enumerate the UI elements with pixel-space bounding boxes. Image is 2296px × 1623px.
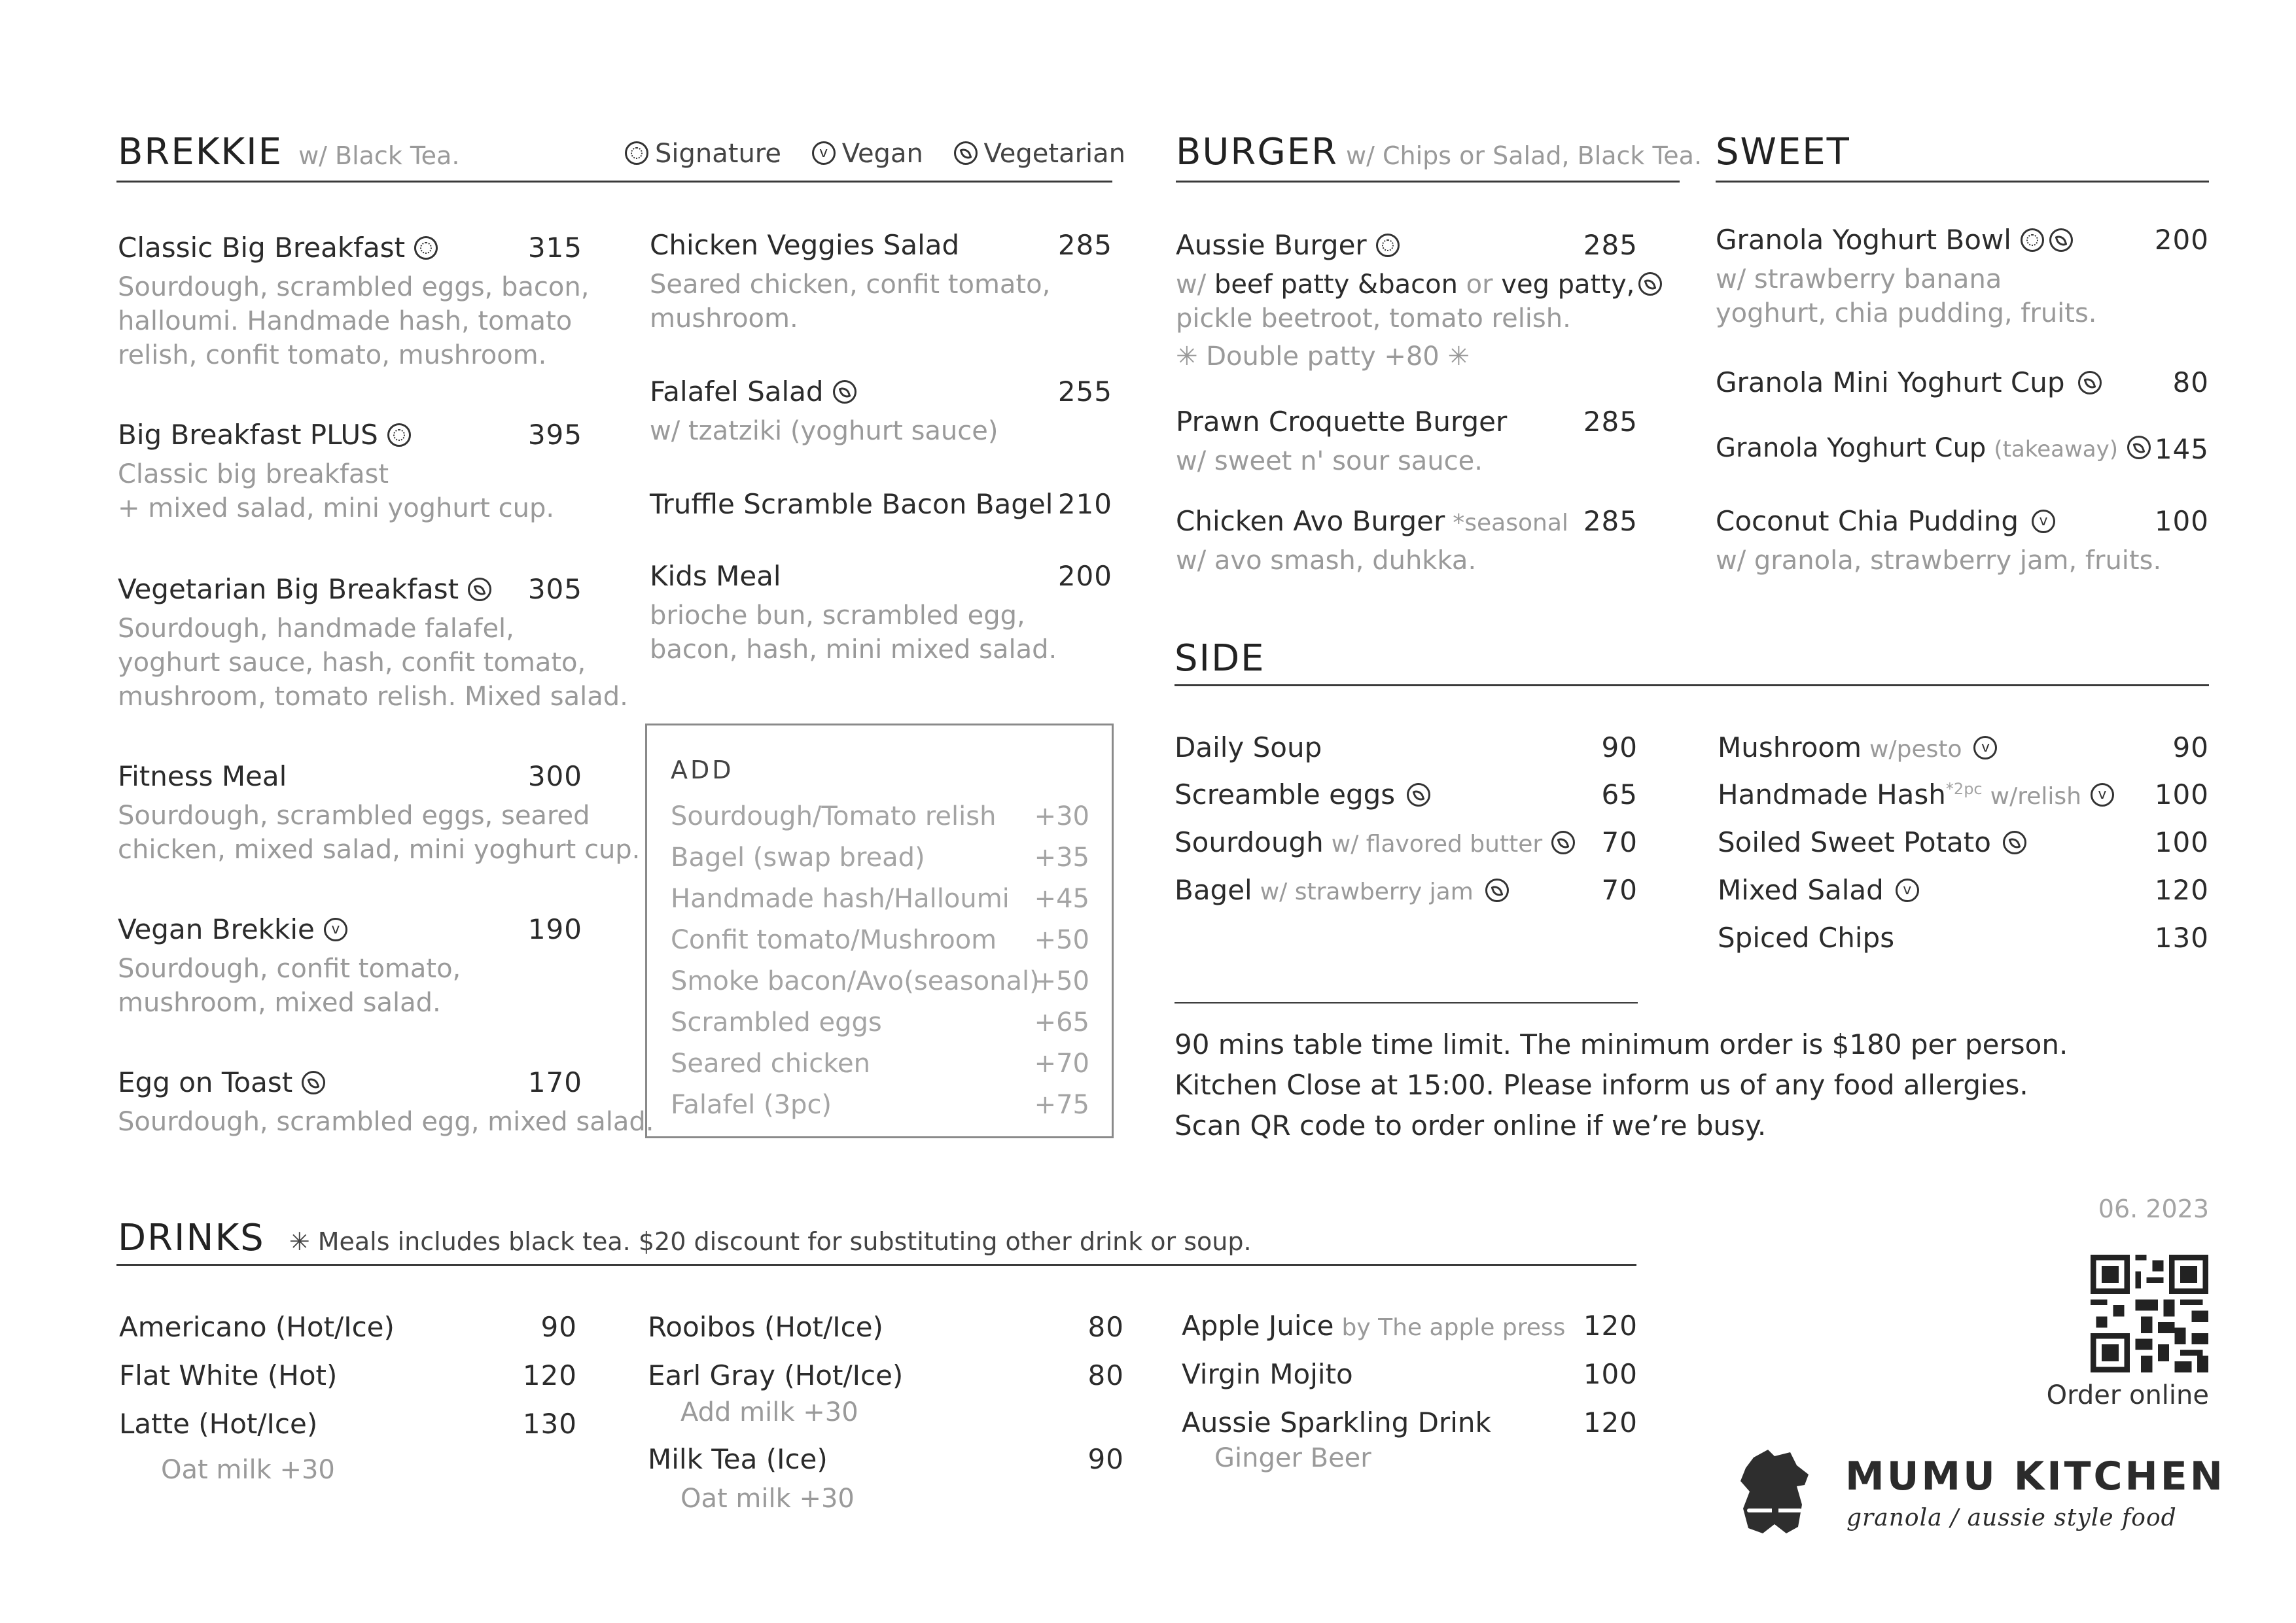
item-description: Seared chicken, confit tomato, mushroom. <box>650 270 1051 334</box>
signature-icon <box>625 141 648 165</box>
diet-legend <box>625 139 1125 169</box>
signature-icon <box>414 236 438 260</box>
add-on-row: Handmade hash/Halloumi +45 <box>671 884 1089 914</box>
brand-name: MUMU KITCHEN <box>1845 1454 2225 1499</box>
item-description: w/ granola, strawberry jam, fruits. <box>1716 546 2162 576</box>
vegetarian-icon <box>1407 783 1430 807</box>
item-note: w/ flavored butter <box>1331 831 1543 858</box>
item-price: 210 <box>1057 488 1112 520</box>
item-description: Sourdough, scrambled eggs, seared chicken, mixed salad, mini yoghurt cup. <box>118 801 641 865</box>
side-item-handmade-hash <box>1718 778 2209 811</box>
vegetarian-icon <box>2003 831 2026 854</box>
item-name: Egg on Toast <box>118 1066 293 1098</box>
drinks-title: DRINKS <box>118 1217 265 1259</box>
info-line: Kitchen Close at 15:00. Please inform us of any food allergies. <box>1174 1069 2028 1101</box>
add-on-row: Seared chicken +70 <box>671 1049 1089 1079</box>
item-name: Chicken Veggies Salad <box>650 229 960 261</box>
vegetarian-icon <box>833 380 857 404</box>
item-name: Spiced Chips <box>1718 922 1895 954</box>
item-name: Soiled Sweet Potato <box>1718 826 1991 858</box>
item-note: w/pesto <box>1869 736 1962 763</box>
menu-item-aussie-burger <box>1176 229 1638 374</box>
drink-item: Milk Tea (Ice) 90 <box>648 1443 1124 1475</box>
add-on-row: Falafel (3pc) +75 <box>671 1090 1089 1120</box>
menu-item-fitness-meal <box>118 760 641 867</box>
item-description: Sourdough, handmade falafel, yoghurt sauce, hash, confit tomato, mushroom, tomato relish. Mixed salad. <box>118 614 628 712</box>
item-price: 145 <box>2154 433 2209 465</box>
vegan-icon: v <box>1973 736 1997 759</box>
item-price: 190 <box>527 913 582 945</box>
qr-code-icon[interactable] <box>2091 1255 2208 1372</box>
vegetarian-icon <box>468 578 491 601</box>
side-item-screamble-eggs <box>1174 778 1638 811</box>
item-note: w/ strawberry jam <box>1260 879 1474 905</box>
item-name: Falafel Salad <box>650 375 824 408</box>
side-item-bagel <box>1174 874 1638 906</box>
drinks-header <box>118 1217 1252 1259</box>
drink-option: Oat milk +30 <box>161 1455 335 1485</box>
menu-item-granola-yoghurt-bowl <box>1716 224 2209 330</box>
item-name: Vegan Brekkie <box>118 913 315 945</box>
item-name: Prawn Croquette Burger <box>1176 406 1508 438</box>
menu-item-egg-on-toast <box>118 1066 654 1139</box>
seasonal-note: *seasonal <box>1453 510 1568 536</box>
vegetarian-icon <box>1485 879 1509 902</box>
item-name: Granola Yoghurt Bowl <box>1716 224 2011 256</box>
legend-vegetarian: Vegetarian <box>983 139 1126 169</box>
burger-title <box>1176 131 1702 173</box>
legend-signature: Signature <box>655 139 781 169</box>
signature-icon <box>2021 228 2044 252</box>
item-description: w/ tzatziki (yoghurt sauce) <box>650 416 998 446</box>
item-description: Sourdough, scrambled eggs, bacon, halloumi. Handmade hash, tomato relish, confit tomato, mushroom. <box>118 272 590 370</box>
item-price: 130 <box>2154 922 2209 954</box>
vegetarian-icon <box>302 1071 325 1094</box>
item-name: Coconut Chia Pudding <box>1716 505 2019 537</box>
item-description: Classic big breakfast + mixed salad, mini yoghurt cup. <box>118 459 555 523</box>
item-price: 285 <box>1583 229 1638 261</box>
piece-count: *2pc <box>1945 780 1983 798</box>
signature-icon <box>1376 234 1400 257</box>
drink-option: Ginger Beer <box>1214 1443 1371 1473</box>
menu-item-chicken-avo-burger <box>1176 505 1638 578</box>
item-description: Sourdough, confit tomato, mushroom, mixed salad. <box>118 954 461 1018</box>
item-description: w/ avo smash, duhkka. <box>1176 546 1477 576</box>
order-online-label: Order online <box>2046 1380 2209 1410</box>
side-item-mushroom <box>1718 731 2209 763</box>
item-name: Kids Meal <box>650 560 781 592</box>
menu-item-vegetarian-big-breakfast <box>118 573 628 714</box>
item-price: 200 <box>1057 560 1112 592</box>
item-price: 100 <box>2154 826 2209 858</box>
item-price: 170 <box>527 1066 582 1098</box>
item-price: 305 <box>527 573 582 605</box>
bear-logo-icon <box>1734 1446 1816 1537</box>
menu-item-vegan-brekkie <box>118 913 582 1020</box>
drink-option: Add milk +30 <box>680 1397 858 1427</box>
brekkie-rule <box>116 181 1112 183</box>
add-on-row: Bagel (swap bread) +35 <box>671 843 1089 873</box>
drinks-note: ✳ Meals includes black tea. $20 discount for substituting other drink or soup. <box>289 1227 1252 1256</box>
side-item-spiced-chips <box>1718 922 2209 954</box>
drinks-rule <box>116 1264 1636 1266</box>
item-price: 70 <box>1601 826 1638 858</box>
item-name: Screamble eggs <box>1174 778 1396 811</box>
menu-item-chicken-veggies-salad <box>650 229 1112 336</box>
burger-subtitle: w/ Chips or Salad, Black Tea. <box>1346 141 1703 170</box>
vegetarian-icon <box>2078 371 2102 394</box>
vegetarian-icon <box>954 141 978 165</box>
item-price: 70 <box>1601 874 1638 906</box>
item-name: Mixed Salad <box>1718 874 1884 906</box>
menu-item-granola-yoghurt-cup <box>1716 433 2209 463</box>
drink-item: Aussie Sparkling Drink 120 <box>1182 1406 1638 1439</box>
item-price: 100 <box>2154 505 2209 537</box>
add-on-row: Confit tomato/Mushroom +50 <box>671 925 1089 955</box>
menu-item-coconut-chia-pudding <box>1716 505 2209 578</box>
menu-item-classic-big-breakfast <box>118 232 590 372</box>
item-price: 200 <box>2154 224 2209 256</box>
side-rule <box>1174 684 2209 686</box>
item-description: brioche bun, scrambled egg, bacon, hash, mini mixed salad. <box>650 601 1057 665</box>
menu-item-big-breakfast-plus <box>118 419 582 525</box>
item-price: 65 <box>1601 778 1638 811</box>
add-on-row: Sourdough/Tomato relish +30 <box>671 801 1089 831</box>
vegetarian-icon <box>2127 436 2151 459</box>
item-price: 285 <box>1583 406 1638 438</box>
vegetarian-icon <box>1638 272 1662 296</box>
item-price: 90 <box>2172 731 2209 763</box>
brekkie-subtitle: w/ Black Tea. <box>298 141 460 170</box>
item-name: Mushroom <box>1718 731 1862 763</box>
menu-item-granola-mini-yoghurt-cup <box>1716 366 2209 398</box>
add-on-row: Scrambled eggs +65 <box>671 1007 1089 1038</box>
item-description: w/ strawberry banana yoghurt, chia pudding, fruits. <box>1716 264 2097 328</box>
vegan-icon: v <box>1896 879 1919 902</box>
item-price: 285 <box>1583 505 1638 537</box>
drink-item: Virgin Mojito 100 <box>1182 1358 1638 1390</box>
vegan-icon: v <box>324 918 347 941</box>
item-name: Aussie Burger <box>1176 229 1367 261</box>
vegetarian-icon <box>2049 228 2073 252</box>
item-price: 120 <box>2154 874 2209 906</box>
info-line: 90 mins table time limit. The minimum order is $180 per person. <box>1174 1028 2068 1060</box>
brekkie-title <box>118 131 459 173</box>
info-divider <box>1174 1002 1638 1003</box>
burger-title-text: BURGER <box>1176 131 1339 173</box>
item-name: Truffle Scramble Bacon Bagel <box>650 488 1053 520</box>
info-line: Scan QR code to order online if we’re busy. <box>1174 1109 1767 1142</box>
vegan-icon: v <box>2032 510 2055 533</box>
add-on-row: Smoke bacon/Avo(seasonal) +50 <box>671 966 1089 996</box>
drink-item: Rooibos (Hot/Ice) 80 <box>648 1311 1124 1343</box>
add-ons-title: ADD <box>671 756 734 784</box>
item-name: Chicken Avo Burger <box>1176 505 1445 537</box>
item-price: 100 <box>2154 778 2209 811</box>
item-price: 315 <box>527 232 582 264</box>
item-price: 255 <box>1057 375 1112 408</box>
takeaway-note: (takeaway) <box>1994 436 2119 462</box>
drink-item: Earl Gray (Hot/Ice) 80 <box>648 1359 1124 1391</box>
item-price: 300 <box>527 760 582 792</box>
menu-item-kids-meal <box>650 560 1112 667</box>
item-note: by The apple press <box>1341 1314 1566 1341</box>
item-name: Sourdough <box>1174 826 1324 858</box>
side-item-mixed-salad <box>1718 874 2209 906</box>
item-name: Granola Yoghurt Cup <box>1716 433 1987 463</box>
legend-vegan: Vegan <box>841 139 923 169</box>
item-price: 395 <box>527 419 582 451</box>
burger-rule <box>1176 181 1680 183</box>
brand-tagline: granola / aussie style food <box>1846 1505 2177 1531</box>
menu-item-prawn-croquette-burger <box>1176 406 1638 478</box>
item-price: 90 <box>1601 731 1638 763</box>
drink-item: Latte (Hot/Ice) 130 <box>119 1408 577 1440</box>
item-name: Vegetarian Big Breakfast <box>118 573 459 605</box>
menu-item-truffle-scramble-bacon-bagel <box>650 488 1112 520</box>
sweet-title: SWEET <box>1716 131 1850 173</box>
vegan-icon: v <box>812 141 836 165</box>
drink-option: Oat milk +30 <box>680 1484 855 1514</box>
item-name: Daily Soup <box>1174 731 1322 763</box>
add-ons-box <box>645 724 1114 1138</box>
drink-item: Flat White (Hot) 120 <box>119 1359 577 1391</box>
vegan-icon: v <box>2091 783 2114 807</box>
drink-item: Apple Juice by The apple press 120 <box>1182 1310 1638 1342</box>
item-name: Granola Mini Yoghurt Cup <box>1716 366 2065 398</box>
item-name: Fitness Meal <box>118 760 287 792</box>
brekkie-title-text: BREKKIE <box>118 131 283 173</box>
side-title: SIDE <box>1174 637 1265 680</box>
vegetarian-icon <box>1551 831 1575 854</box>
item-name: Big Breakfast PLUS <box>118 419 378 451</box>
item-name: Handmade Hash <box>1718 778 1946 811</box>
item-price: 80 <box>2172 366 2209 398</box>
info-notes <box>1174 1024 2068 1146</box>
menu-date: 06. 2023 <box>2098 1195 2209 1223</box>
menu-item-falafel-salad <box>650 375 1112 448</box>
sweet-rule <box>1716 181 2209 183</box>
item-description: w/ sweet n' sour sauce. <box>1176 446 1483 476</box>
item-name: Bagel <box>1174 874 1252 906</box>
signature-icon <box>387 423 411 447</box>
item-description: Sourdough, scrambled egg, mixed salad. <box>118 1107 654 1137</box>
item-name: Classic Big Breakfast <box>118 232 406 264</box>
item-note: w/relish <box>1990 783 2081 810</box>
side-item-soiled-sweet-potato <box>1718 826 2209 858</box>
side-item-daily-soup <box>1174 731 1638 763</box>
side-item-sourdough <box>1174 826 1638 858</box>
drink-item: Americano (Hot/Ice) 90 <box>119 1311 577 1343</box>
item-description: w/ beef patty &bacon or veg patty, pickle beetroot, tomato relish. ✳ Double patty +80 ✳ <box>1176 268 1638 374</box>
item-price: 285 <box>1057 229 1112 261</box>
